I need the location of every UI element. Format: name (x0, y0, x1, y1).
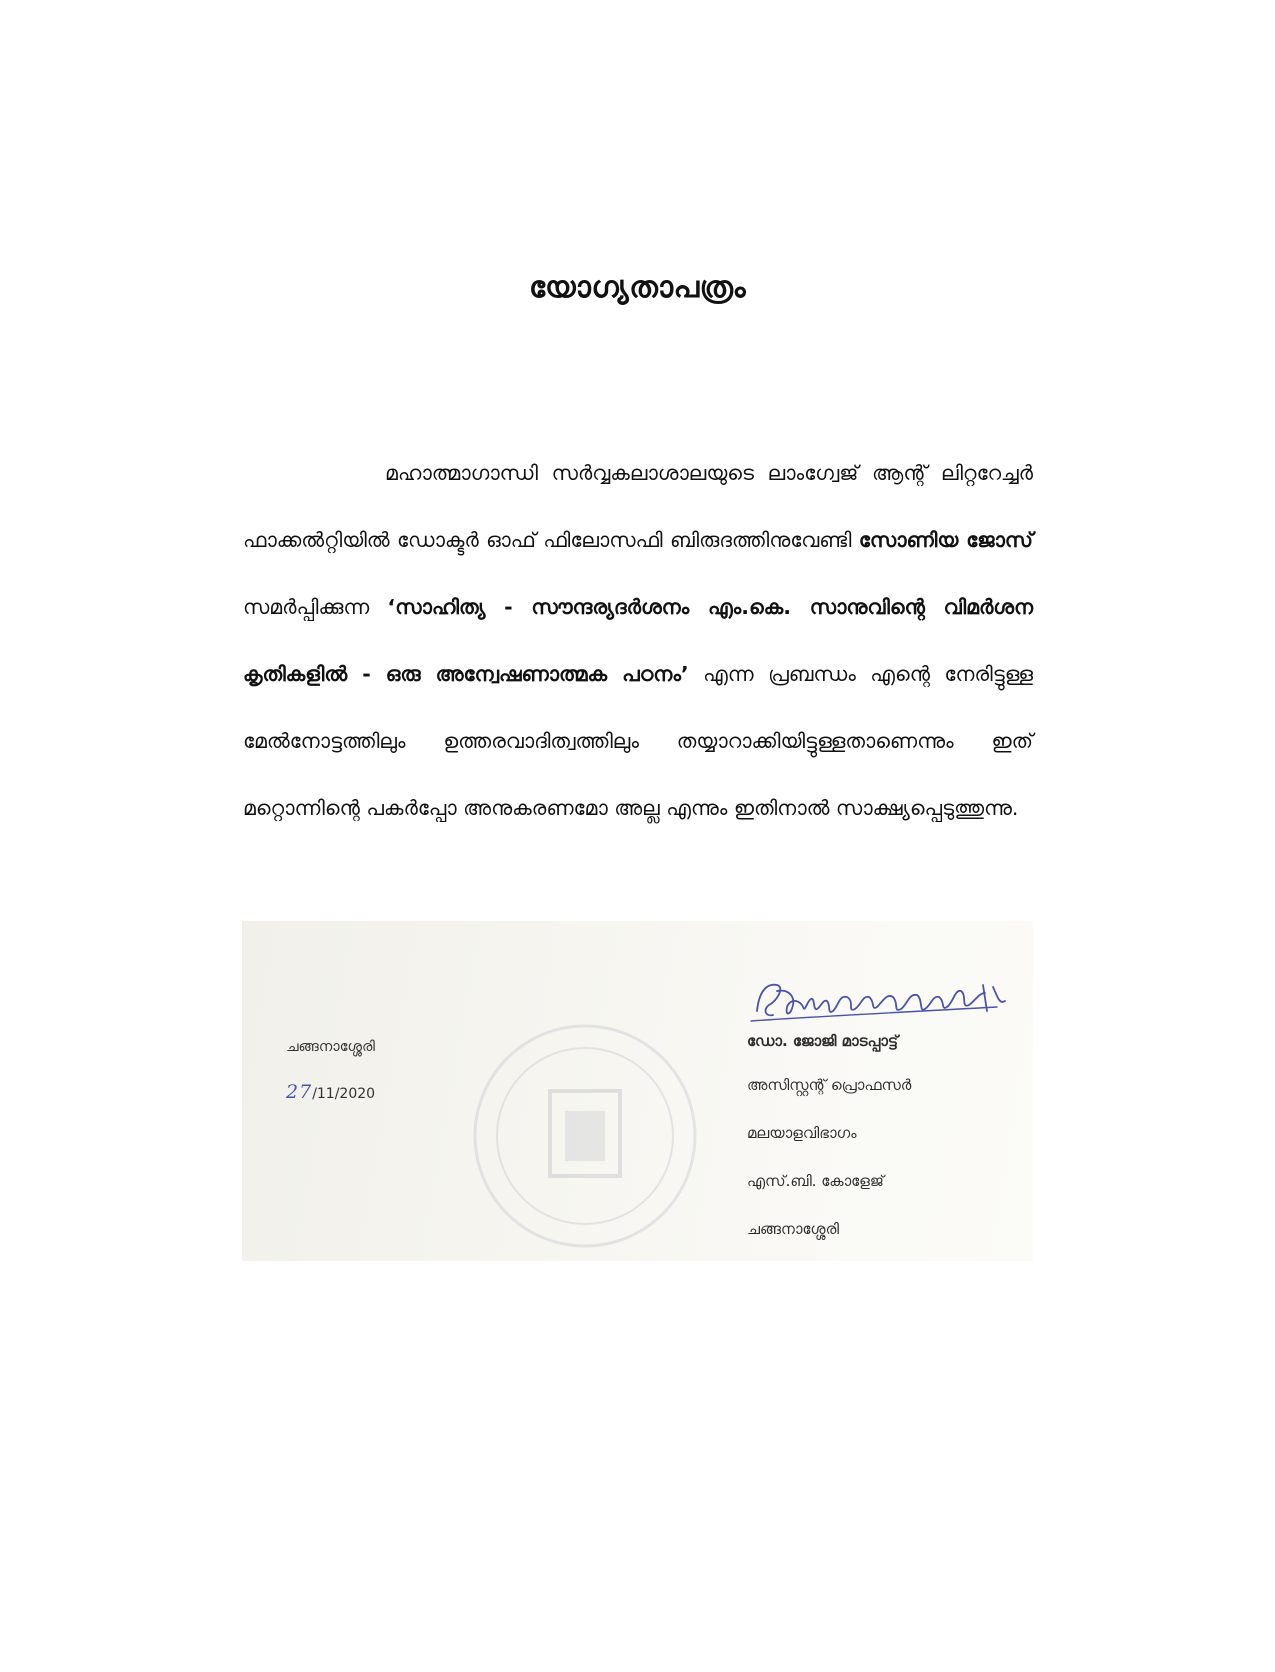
handwritten-day: 27 (286, 1081, 313, 1103)
supervisor-name: ഡോ. ജോജി മാടപ്പാട്ട് (747, 1032, 899, 1050)
supervisor-department: മലയാളവിഭാഗം (747, 1124, 857, 1142)
body-text-part-2: സമർപ്പിക്കുന്ന (243, 595, 388, 619)
candidate-name: സോണിയ ജോസ് (858, 528, 1033, 552)
page-title: യോഗ്യതാപത്രം (528, 270, 747, 305)
thesis-title: ‘സാഹിത്യ - സൗന്ദര്യദർശനം എം.കെ. സാനുവിന്റെ വിമർശന കൃതികളിൽ - ഒരു അന്വേഷണാത്മക പഠനം’ (243, 595, 1034, 686)
signature-section (242, 921, 1033, 1261)
place-label: ചങ്ങനാശ്ശേരി (286, 1039, 375, 1055)
supervisor-designation: അസിസ്റ്റന്റ് പ്രൊഫസർ (747, 1076, 912, 1094)
supervisor-details (747, 1021, 911, 1253)
supervisor-college: എസ്.ബി. കോളേജ് (747, 1172, 884, 1190)
body-text-part-3: എന്ന പ്രബന്ധം എന്റെ നേരിട്ടുള്ള മേൽനോട്ടത്തിലും ഉത്തരവാദിത്വത്തിലും തയ്യാറാക്കിയിട്ടുള്ളതാണെന്നും ഇത് മറ്റൊന്നിന്റെ പകർപ്പോ അനുകരണമോ അല്ല എന്നും ഇതിനാൽ സാക്ഷ്യപ്പെടുത്തുന്നു. (243, 662, 1033, 820)
date-month-year: /11/2020 (312, 1086, 376, 1102)
supervisor-place: ചങ്ങനാശ്ശേരി (747, 1220, 839, 1238)
certificate-body (243, 440, 1033, 842)
college-seal (470, 1021, 700, 1251)
body-text-part-1: മഹാത്മാഗാന്ധി സർവ്വകലാശാലയുടെ ലാംഗ്വേജ് ആന്റ് ലിറ്ററേച്ചർ ഫാക്കൽറ്റിയിൽ ഡോക്ടർ ഓഫ് ഫിലോസഫി ബിരുദത്തിനുവേണ്ടി (243, 461, 1033, 552)
date (286, 1081, 375, 1103)
